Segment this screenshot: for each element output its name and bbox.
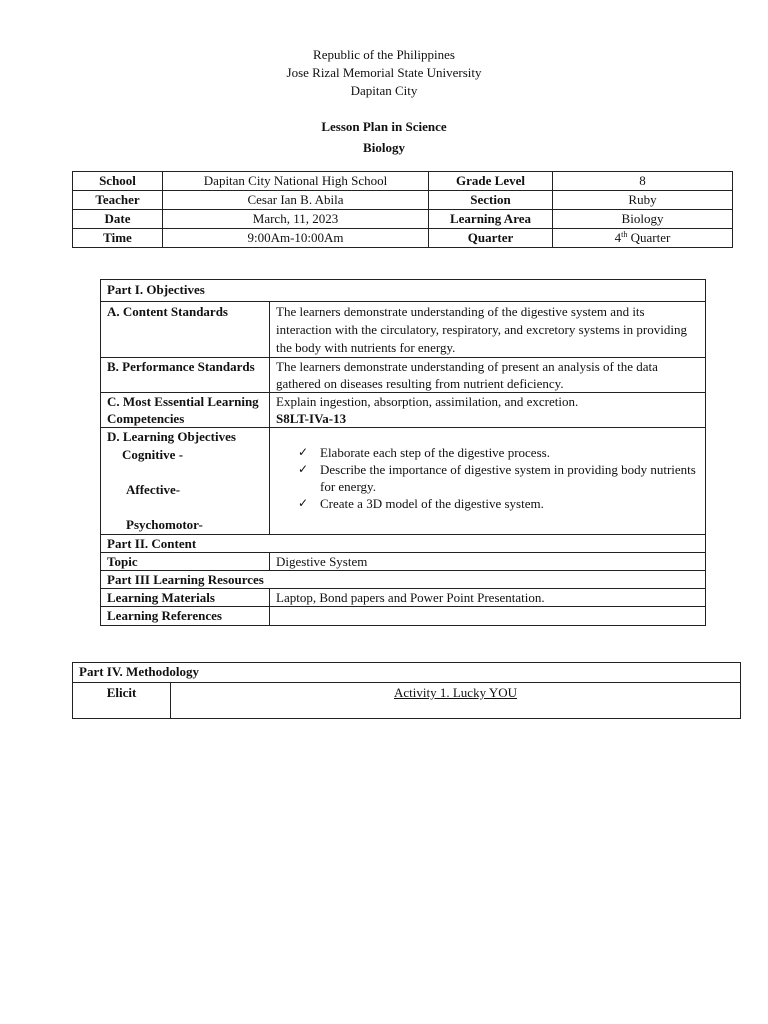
- melc-cell: [270, 393, 706, 428]
- header-university: Jose Rizal Memorial State University: [286, 65, 482, 80]
- content-standards-row: [101, 302, 706, 358]
- melc-code: S8LT-IVa-13: [276, 411, 347, 426]
- info-row-school: [73, 172, 733, 191]
- document-header: [0, 46, 768, 100]
- topic-row: [101, 553, 706, 571]
- part4-row: [73, 663, 741, 683]
- objective-item: [298, 495, 699, 512]
- date-label: Date: [73, 210, 163, 229]
- part2-heading: Part II. Content: [101, 535, 706, 553]
- info-row-date: [73, 210, 733, 229]
- part1-row: [101, 280, 706, 302]
- info-row-time: [73, 229, 733, 248]
- quarter-word: Quarter: [627, 230, 671, 245]
- learning-area-label: Learning Area: [429, 210, 553, 229]
- references-value: [270, 607, 706, 626]
- quarter-label: Quarter: [429, 229, 553, 248]
- topic-label: Topic: [101, 553, 270, 571]
- elicit-cell: [171, 683, 741, 719]
- objective-text: Describe the importance of digestive system in providing body nutrients for energy.: [320, 462, 696, 494]
- methodology-table: [72, 662, 741, 719]
- date-value: March, 11, 2023: [163, 210, 429, 229]
- learning-objectives-row: [101, 428, 706, 535]
- content-standards-label: A. Content Standards: [101, 302, 270, 358]
- learning-objectives-label-cell: [101, 428, 270, 535]
- part2-row: [101, 535, 706, 553]
- school-value: Dapitan City National High School: [163, 172, 429, 191]
- cognitive-label: Cognitive -: [122, 446, 184, 462]
- checkmark-icon: ✓: [298, 462, 309, 476]
- learning-area-value: Biology: [553, 210, 733, 229]
- melc-label: C. Most Essential Learning Competencies: [101, 393, 270, 428]
- quarter-suffix: th: [621, 230, 628, 239]
- info-row-teacher: [73, 191, 733, 210]
- time-label: Time: [73, 229, 163, 248]
- references-row: [101, 607, 706, 626]
- checkmark-icon: ✓: [298, 496, 309, 510]
- school-label: School: [73, 172, 163, 191]
- objective-text: Create a 3D model of the digestive system.: [320, 496, 544, 511]
- part3-row: [101, 571, 706, 589]
- content-standards-text: The learners demonstrate understanding of the digestive system and its interaction with the circulatory, respiratory, and excretory systems in providing the body with nutrients for energy.: [270, 302, 706, 358]
- melc-text: Explain ingestion, absorption, assimilation, and excretion.: [276, 394, 579, 409]
- psychomotor-label: Psychomotor-: [126, 516, 203, 532]
- part1-heading: Part I. Objectives: [101, 280, 706, 302]
- elicit-label: Elicit: [73, 683, 171, 719]
- checkmark-icon: ✓: [298, 445, 309, 459]
- learning-objectives-list-cell: [270, 428, 706, 535]
- melc-row: [101, 393, 706, 428]
- materials-value: Laptop, Bond papers and Power Point Presentation.: [270, 589, 706, 607]
- performance-standards-text: The learners demonstrate understanding of present an analysis of the data gathered on diseases resulting from nutrient deficiency.: [270, 358, 706, 393]
- objective-item: [298, 444, 699, 461]
- activity-title: Activity 1. Lucky YOU: [394, 685, 517, 700]
- elicit-row: [73, 683, 741, 719]
- quarter-number: 4: [614, 230, 622, 245]
- info-table: [72, 171, 733, 248]
- header-city: Dapitan City: [350, 83, 418, 98]
- section-value: Ruby: [553, 191, 733, 210]
- materials-label: Learning Materials: [101, 589, 270, 607]
- part4-heading: Part IV. Methodology: [73, 663, 741, 683]
- objectives-table: [100, 279, 706, 626]
- references-label: Learning References: [101, 607, 270, 626]
- learning-objectives-label: D. Learning Objectives: [107, 429, 236, 444]
- grade-level-value: 8: [553, 172, 733, 191]
- teacher-label: Teacher: [73, 191, 163, 210]
- time-value: 9:00Am-10:00Am: [163, 229, 429, 248]
- affective-label: Affective-: [126, 481, 181, 497]
- part3-heading: Part III Learning Resources: [101, 571, 706, 589]
- lesson-plan-subject: Biology: [363, 140, 405, 155]
- performance-standards-label: B. Performance Standards: [101, 358, 270, 393]
- materials-row: [101, 589, 706, 607]
- lesson-plan-title: Lesson Plan in Science: [321, 119, 447, 134]
- section-label: Section: [429, 191, 553, 210]
- performance-standards-row: [101, 358, 706, 393]
- grade-level-label: Grade Level: [429, 172, 553, 191]
- topic-value: Digestive System: [270, 553, 706, 571]
- quarter-value: [553, 229, 733, 248]
- header-country: Republic of the Philippines: [313, 47, 455, 62]
- teacher-value: Cesar Ian B. Abila: [163, 191, 429, 210]
- objective-text: Elaborate each step of the digestive process.: [320, 445, 550, 460]
- objective-item: [298, 461, 699, 495]
- learning-objectives-list: [276, 428, 699, 512]
